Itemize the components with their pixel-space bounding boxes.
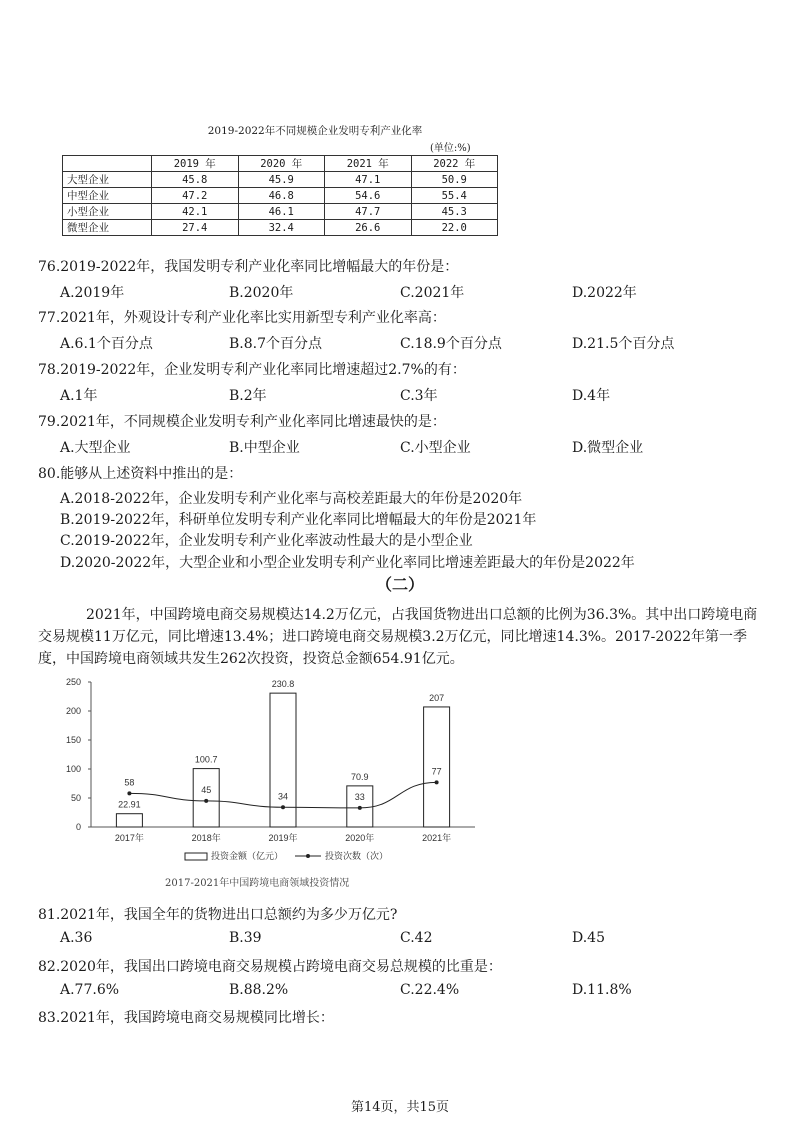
x-tick-label: 2020年 (345, 833, 375, 843)
table-header-cell: 2021 年 (325, 156, 412, 172)
line-point (358, 806, 362, 810)
q78-option-c[interactable]: C.3年 (400, 388, 438, 404)
q77-option-b[interactable]: B.8.7个百分点 (229, 336, 323, 352)
q79-option-d[interactable]: D.微型企业 (572, 440, 644, 456)
table-cell: 47.2 (152, 188, 239, 204)
line-value-label: 33 (354, 791, 365, 802)
legend-line-marker (306, 854, 310, 858)
table-cell: 55.4 (411, 188, 498, 204)
chart-bars (116, 679, 449, 827)
table-cell: 46.8 (238, 188, 325, 204)
legend-line-label: 投资次数（次） (325, 851, 389, 861)
table-cell: 27.4 (152, 220, 239, 236)
table-row (63, 172, 498, 188)
bar-value-label: 100.7 (194, 754, 218, 765)
q81-option-a[interactable]: A.36 (60, 930, 93, 946)
question-77-stem: 77.2021年，外观设计专利产业化率比实用新型专利产业化率高： (38, 310, 446, 326)
question-81-stem: 81.2021年，我国全年的货物进出口总额约为多少万亿元? (38, 907, 398, 923)
question-80-stem: 80.能够从上述资料中推出的是： (38, 466, 243, 482)
investment-chart (55, 672, 485, 872)
table-header-cell (63, 156, 152, 172)
q82-option-b[interactable]: B.88.2% (229, 982, 289, 998)
page-footer: 第14页，共15页 (350, 1100, 450, 1115)
table-cell: 32.4 (238, 220, 325, 236)
bar-value-label: 22.91 (118, 799, 141, 810)
row-label: 微型企业 (63, 220, 152, 236)
q82-option-a[interactable]: A.77.6% (60, 982, 120, 998)
x-tick-label: 2021年 (422, 833, 452, 843)
table-cell: 54.6 (325, 188, 412, 204)
table-cell: 50.9 (411, 172, 498, 188)
line-value-label: 34 (277, 791, 289, 802)
q77-option-d[interactable]: D.21.5个百分点 (572, 336, 675, 352)
row-label: 小型企业 (63, 204, 152, 220)
line-point (281, 805, 285, 809)
table-cell: 47.7 (325, 204, 412, 220)
chart-title: 2017-2021年中国跨境电商领域投资情况 (165, 878, 350, 889)
q80-option-d[interactable]: D.2020-2022年，大型企业和小型企业发明专利产业化率同比增速差距最大的年份是2022年 (60, 555, 635, 571)
legend-bar-swatch (185, 853, 207, 860)
paragraph-line: 交易规模11万亿元，同比增速13.4%；进口跨境电商交易规模3.2万亿元，同比增速14.3%。2017-2022年第一季 (38, 629, 748, 645)
section-title: （二） (375, 575, 424, 594)
question-79-stem: 79.2021年，不同规模企业发明专利产业化率同比增速最快的是： (38, 414, 446, 430)
table-cell: 45.3 (411, 204, 498, 220)
paragraph-line: 2021年，中国跨境电商交易规模达14.2万亿元，占我国货物进出口总额的比例为36.3%。其中出口跨境电商 (86, 607, 758, 623)
q78-option-d[interactable]: D.4年 (572, 388, 611, 404)
table-cell: 47.1 (325, 172, 412, 188)
question-83-stem: 83.2021年，我国跨境电商交易规模同比增长： (38, 1010, 334, 1026)
question-76-stem: 76.2019-2022年，我国发明专利产业化率同比增幅最大的年份是： (38, 259, 459, 275)
bar (116, 814, 142, 827)
line-point (435, 780, 439, 784)
x-tick-label: 2017年 (114, 833, 144, 843)
line-value-label: 58 (124, 777, 135, 788)
table-row (63, 220, 498, 236)
q80-option-a[interactable]: A.2018-2022年，企业发明专利产业化率与高校差距最大的年份是2020年 (60, 491, 523, 507)
chart-legend (185, 850, 388, 861)
q80-option-b[interactable]: B.2019-2022年，科研单位发明专利产业化率同比增幅最大的年份是2021年 (60, 512, 537, 528)
q76-option-a[interactable]: A.2019年 (60, 285, 125, 301)
question-78-stem: 78.2019-2022年，企业发明专利产业化率同比增速超过2.7%的有： (38, 362, 466, 378)
q77-option-c[interactable]: C.18.9个百分点 (400, 336, 502, 352)
table-unit: (单位:%) (430, 143, 471, 154)
table-row (63, 188, 498, 204)
q76-option-b[interactable]: B.2020年 (229, 285, 294, 301)
q79-option-b[interactable]: B.中型企业 (229, 440, 300, 456)
q79-option-a[interactable]: A.大型企业 (60, 440, 131, 456)
table-header-row (63, 156, 498, 172)
x-tick-label: 2019年 (268, 833, 298, 843)
table-cell: 46.1 (238, 204, 325, 220)
line-point (204, 799, 208, 803)
question-82-stem: 82.2020年，我国出口跨境电商交易规模占跨境电商交易总规模的比重是： (38, 959, 502, 975)
table-cell: 45.8 (152, 172, 239, 188)
q82-option-d[interactable]: D.11.8% (572, 982, 632, 998)
patent-rate-table (62, 155, 498, 236)
table-cell: 45.9 (238, 172, 325, 188)
line-value-label: 77 (431, 766, 442, 777)
q76-option-d[interactable]: D.2022年 (572, 285, 637, 301)
line-value-label: 45 (201, 784, 212, 795)
q81-option-d[interactable]: D.45 (572, 930, 605, 946)
y-tick-label: 250 (65, 677, 81, 687)
q80-option-c[interactable]: C.2019-2022年，企业发明专利产业化率波动性最大的是小型企业 (60, 533, 473, 549)
bar-value-label: 230.8 (271, 679, 295, 690)
q78-option-b[interactable]: B.2年 (229, 388, 267, 404)
q81-option-b[interactable]: B.39 (229, 930, 262, 946)
q77-option-a[interactable]: A.6.1个百分点 (60, 336, 153, 352)
table-header-cell: 2020 年 (238, 156, 325, 172)
x-tick-label: 2018年 (191, 833, 221, 843)
q79-option-c[interactable]: C.小型企业 (400, 440, 471, 456)
table-title: 2019-2022年不同规模企业发明专利产业化率 (207, 125, 423, 137)
q82-option-c[interactable]: C.22.4% (400, 982, 460, 998)
table-header-cell: 2019 年 (152, 156, 239, 172)
y-tick-label: 150 (65, 735, 81, 745)
row-label: 中型企业 (63, 188, 152, 204)
y-tick-label: 100 (65, 764, 81, 774)
table-cell: 22.0 (411, 220, 498, 236)
y-tick-label: 50 (70, 793, 81, 803)
table-header-cell: 2022 年 (411, 156, 498, 172)
line-point (127, 791, 131, 795)
q78-option-a[interactable]: A.1年 (60, 388, 98, 404)
table-cell: 26.6 (325, 220, 412, 236)
legend-bar-label: 投资金额（亿元） (211, 851, 284, 861)
row-label: 大型企业 (63, 172, 152, 188)
bar-value-label: 207 (429, 692, 445, 703)
paragraph-line: 度，中国跨境电商领域共发生262次投资，投资总金额654.91亿元。 (38, 651, 464, 667)
q81-option-c[interactable]: C.42 (400, 930, 433, 946)
bar (193, 769, 219, 827)
y-tick-label: 200 (65, 706, 81, 716)
q76-option-c[interactable]: C.2021年 (400, 285, 465, 301)
table-cell: 42.1 (152, 204, 239, 220)
bar-value-label: 70.9 (351, 771, 369, 782)
y-tick-label: 0 (75, 822, 81, 832)
table-row (63, 204, 498, 220)
